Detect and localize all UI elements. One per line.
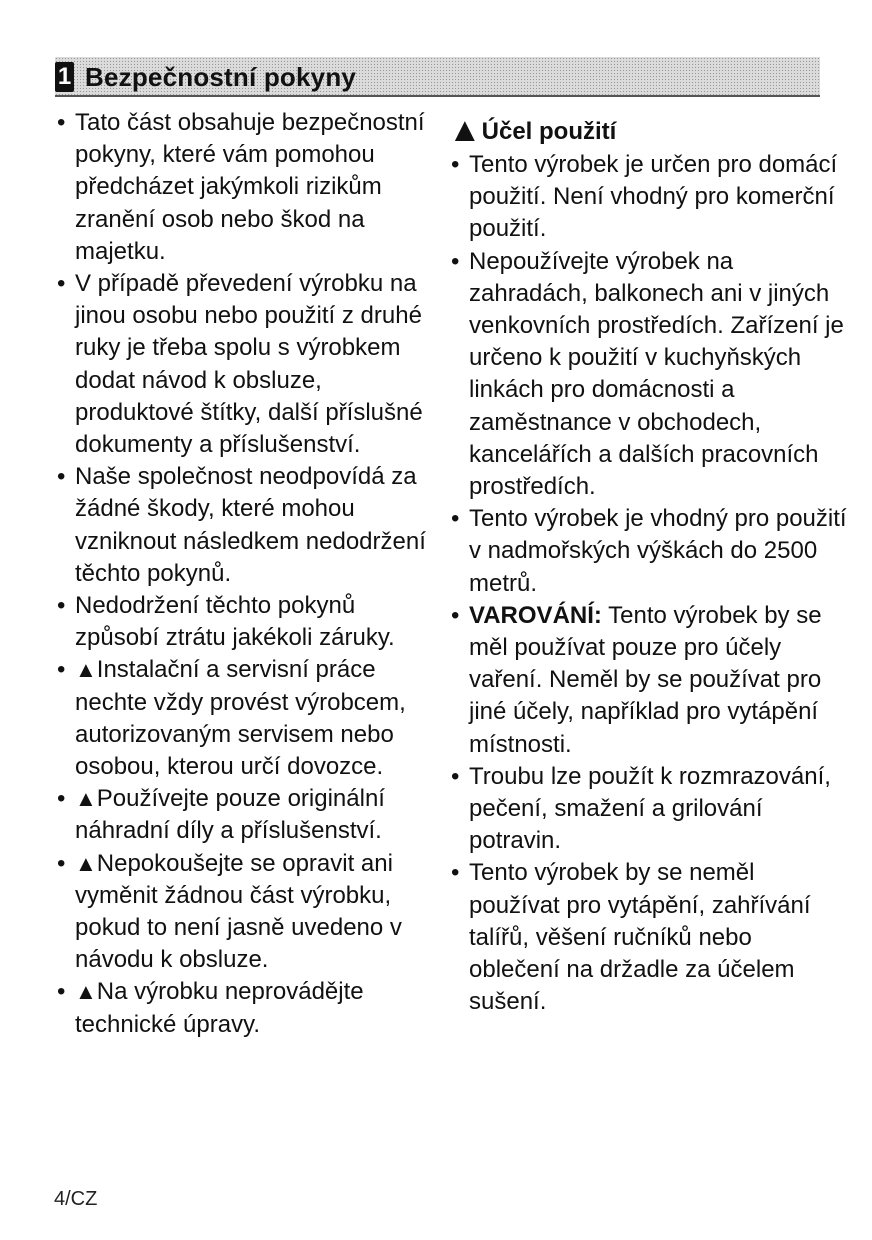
list-item-text: Tento výrobek by se měl používat pouze pro účely vaření. Neměl by se používat pro jiné účely, například pro vytápění místnosti.	[469, 601, 822, 758]
list-item-text: Instalační a servisní práce nechte vždy provést výrobcem, autorizovaným servisem nebo osobou, kterou určí dovozce.	[75, 656, 406, 781]
warning-icon: ▲	[75, 850, 97, 876]
list-item-text: Používejte pouze originální náhradní díly a příslušenství.	[75, 785, 385, 845]
list-item	[54, 783, 439, 847]
list-item	[448, 149, 848, 246]
warning-icon: ▲	[75, 657, 97, 683]
list-item	[448, 857, 848, 1018]
list-item	[54, 107, 439, 268]
list-item	[448, 600, 848, 761]
warning-icon: ▲	[448, 111, 482, 149]
list-item	[448, 503, 848, 600]
right-column	[448, 111, 848, 1018]
list-item-text: V případě převedení výrobku na jinou osobu nebo použití z druhé ruky je třeba spolu s výrobkem dodat návod k obsluze, produktové štítky, další příslušné dokumenty a příslušenství.	[75, 270, 423, 459]
section-heading	[448, 111, 848, 149]
warning-icon: ▲	[75, 979, 97, 1005]
list-item-text: Nepokoušejte se opravit ani vyměnit žádnou část výrobku, pokud to není jasně uvedeno v návodu k obsluze.	[75, 849, 402, 974]
list-item-text: Naše společnost neodpovídá za žádné škody, které mohou vzniknout následkem nedodržení těchto pokynů.	[75, 463, 426, 587]
warning-label: VAROVÁNÍ:	[469, 601, 602, 629]
page-title: Bezpečnostní pokyny	[85, 62, 357, 92]
list-item	[54, 461, 439, 590]
warning-icon: ▲	[75, 786, 97, 812]
list-item	[54, 590, 439, 654]
list-item	[448, 246, 848, 504]
list-item-text: Na výrobku neprovádějte technické úpravy.	[75, 978, 364, 1038]
list-item-text: Tento výrobek je vhodný pro použití v nadmořských výškách do 2500 metrů.	[469, 505, 847, 597]
list-item	[54, 848, 439, 977]
list-item-text: Tento výrobek by se neměl používat pro vytápění, zahřívání talířů, věšení ručníků nebo oblečení na držadle za účelem sušení.	[469, 859, 811, 1016]
list-item-text: Tento výrobek je určen pro domácí použití. Není vhodný pro komerční použití.	[469, 151, 838, 243]
page-number: 4/CZ	[54, 1188, 98, 1210]
list-item-text: Tato část obsahuje bezpečnostní pokyny, které vám pomohou předcházet jakýmkoli rizikům zranění osob nebo škod na majetku.	[75, 109, 425, 265]
list-item-text: Nedodržení těchto pokynů způsobí ztrátu jakékoli záruky.	[75, 592, 395, 652]
list-item-text: Troubu lze použít k rozmrazování, pečení, smažení a grilování potravin.	[469, 762, 831, 855]
section-title: Účel použití	[481, 118, 617, 145]
list-item	[54, 654, 439, 783]
list-item-text: Nepoužívejte výrobek na zahradách, balkonech ani v jiných venkovních prostředích. Zařízení je určeno k použití v kuchyňských linkách pro domácnosti a zaměstnance v obchodech, kancelářích a dalších pracovních prostředích.	[469, 247, 844, 501]
left-column	[54, 107, 439, 1041]
safety-list	[54, 107, 439, 1041]
section-header	[55, 57, 820, 97]
list-item	[448, 761, 848, 858]
chapter-number-badge: 1	[55, 62, 74, 92]
list-item	[54, 268, 439, 461]
list-item	[54, 976, 439, 1040]
usage-list	[448, 149, 848, 1018]
